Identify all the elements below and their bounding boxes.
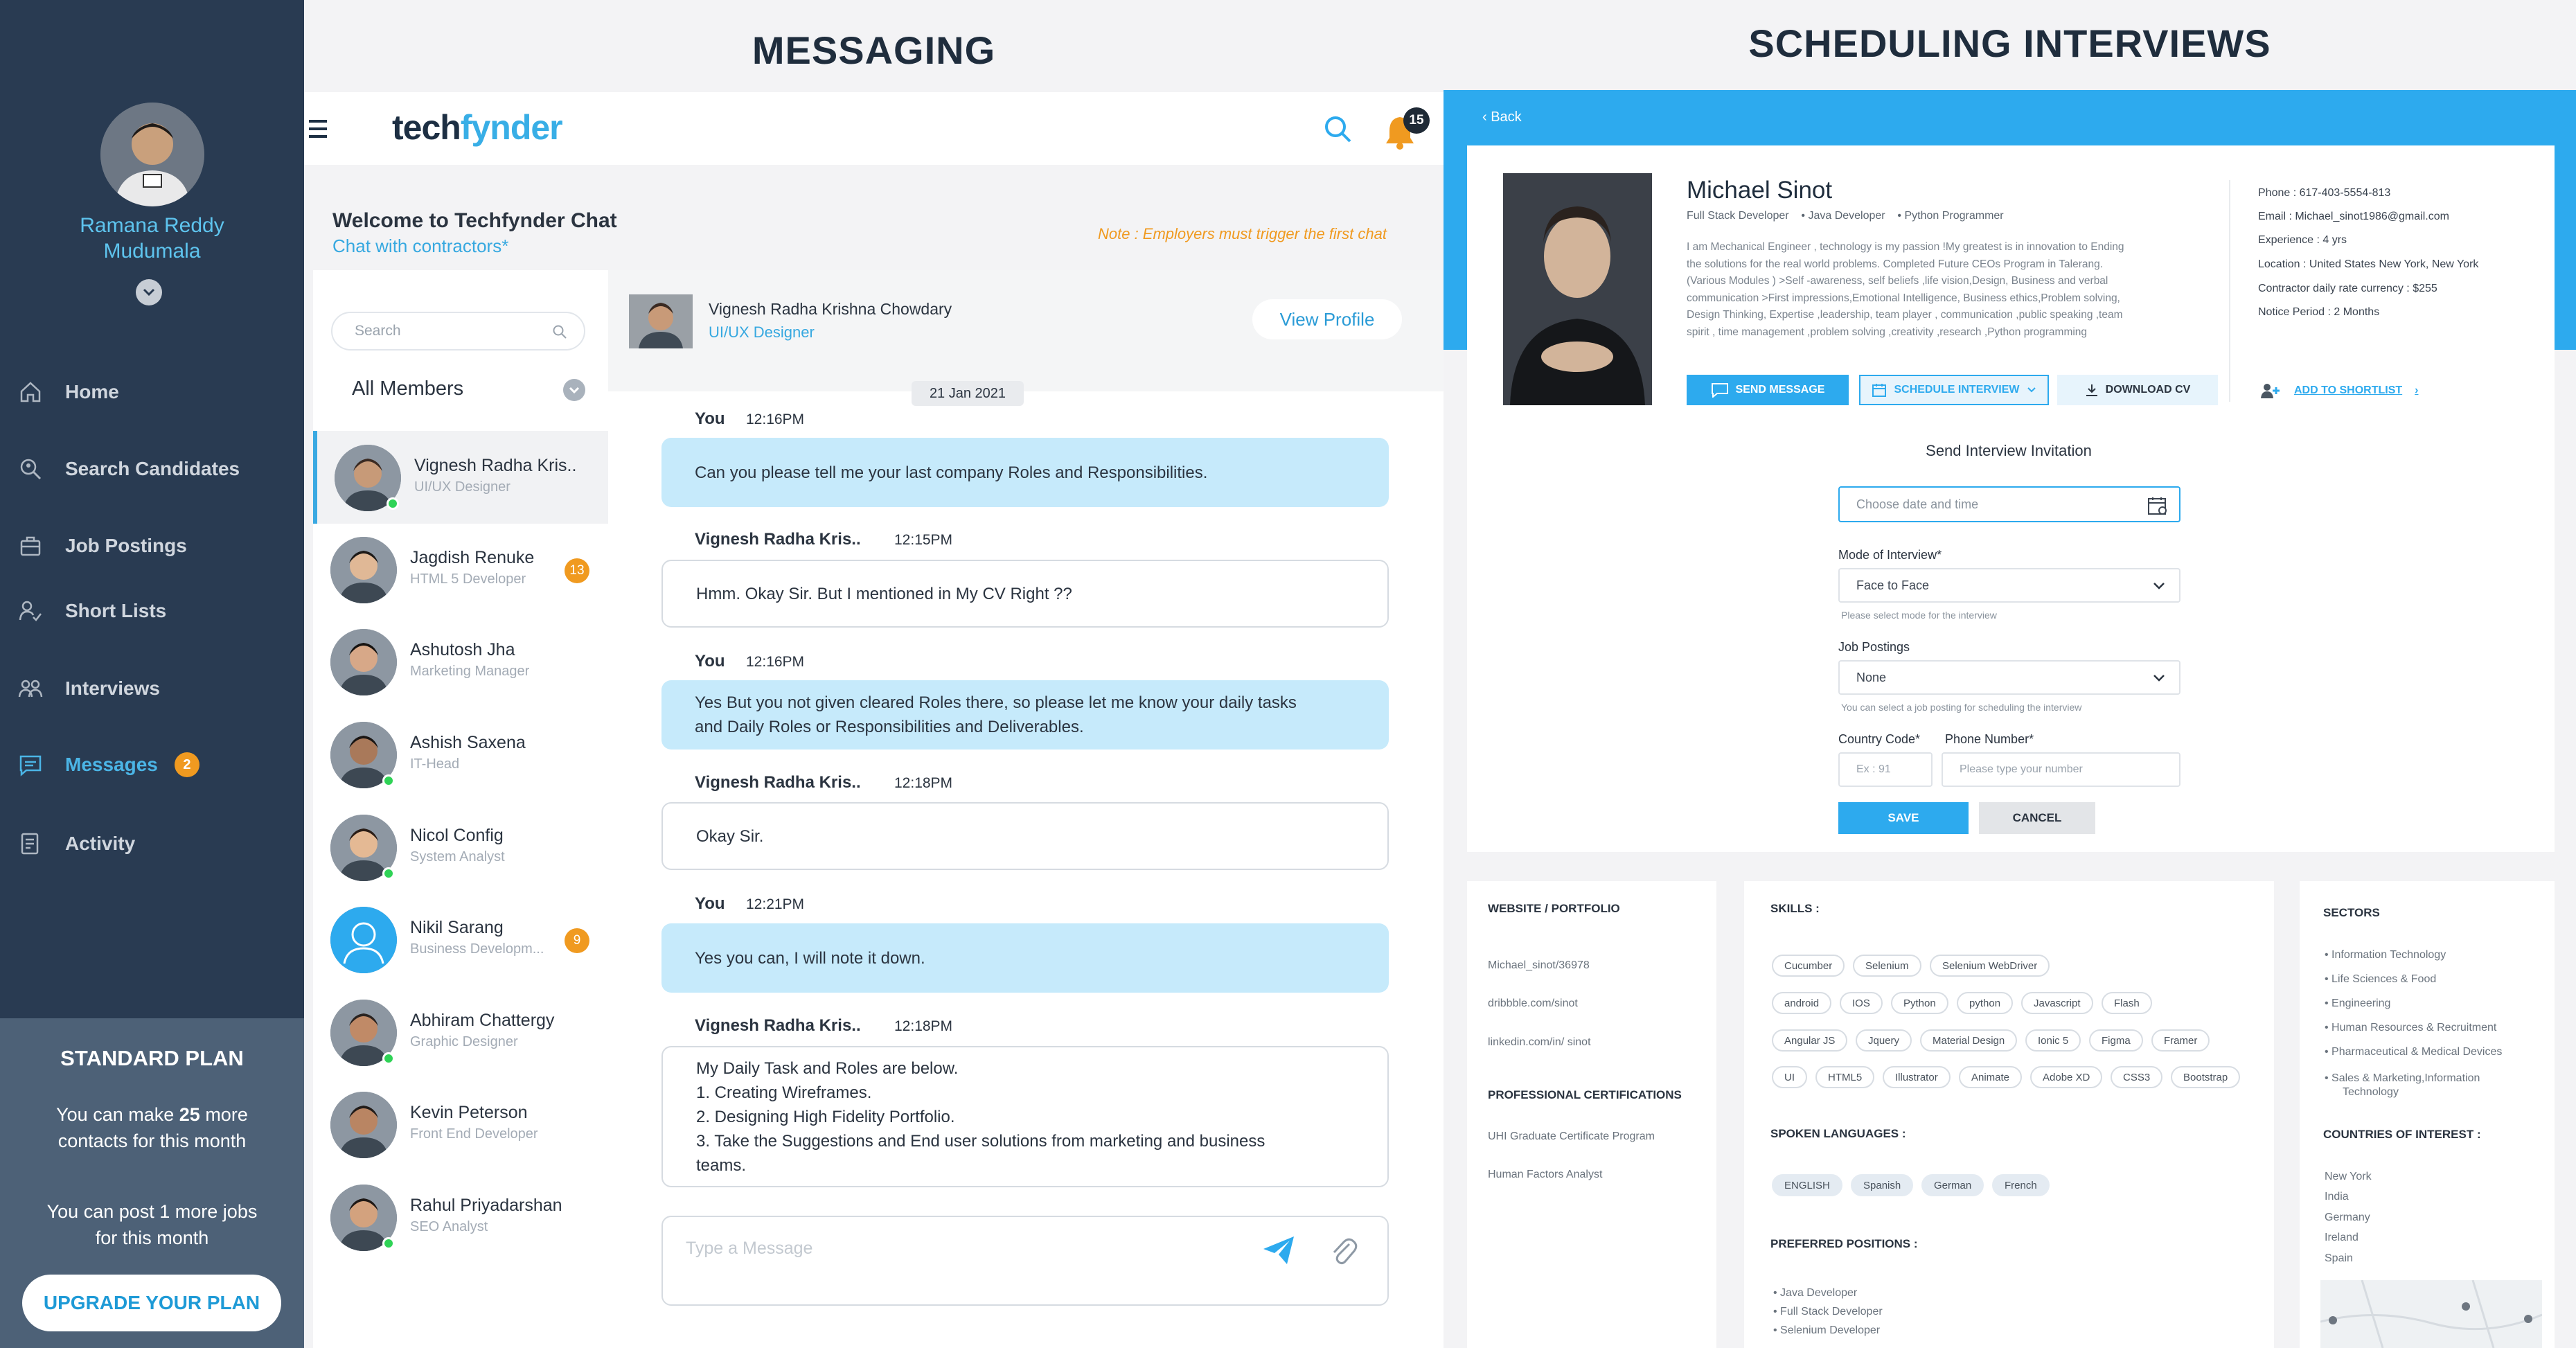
send-message-label: SEND MESSAGE xyxy=(1735,384,1825,396)
contact-role: System Analyst xyxy=(410,849,505,864)
plan-jobs-line2: for this month xyxy=(95,1227,209,1248)
contact-role: Business Developm... xyxy=(410,941,544,957)
skill-chip: Bootstrap xyxy=(2171,1066,2240,1088)
add-to-shortlist-link[interactable] xyxy=(2259,382,2418,400)
languages-title: SPOKEN LANGUAGES : xyxy=(1770,1127,1906,1140)
language-chip: Spanish xyxy=(1851,1174,1913,1196)
position-item: • Java Developer xyxy=(1773,1287,1858,1299)
plan-contacts-count: 25 xyxy=(179,1104,200,1125)
job-value: None xyxy=(1856,670,1887,684)
techfynder-logo[interactable] xyxy=(392,107,562,148)
job-postings-label: Job Postings xyxy=(1838,640,1910,654)
website-link[interactable]: Michael_sinot/36978 xyxy=(1488,959,1590,971)
user-name-line1: Ramana Reddy xyxy=(80,214,224,237)
sent-message-bubble xyxy=(661,680,1389,750)
phone-placeholder: Please type your number xyxy=(1960,763,2083,775)
skill-chip: Figma xyxy=(2089,1029,2143,1052)
active-contact-name: Vignesh Radha Krishna Chowdary xyxy=(709,300,952,318)
user-name-line2: Mudumala xyxy=(103,240,201,263)
chevron-down-icon xyxy=(569,387,580,393)
language-chip: ENGLISH xyxy=(1772,1174,1842,1196)
certification-item: Human Factors Analyst xyxy=(1488,1169,1603,1180)
website-link[interactable]: dribbble.com/sinot xyxy=(1488,997,1578,1009)
message-line: Yes you can, I will note it down. xyxy=(695,948,925,968)
tag: Full Stack Developer xyxy=(1687,210,1789,222)
country-item: Spain xyxy=(2325,1252,2353,1264)
sector-label: Pharmaceutical & Medical Devices xyxy=(2331,1046,2503,1058)
message-line: My Daily Task and Roles are below. xyxy=(696,1058,959,1078)
language-chip: French xyxy=(1992,1174,2050,1196)
user-name xyxy=(0,213,304,264)
skill-chip: HTML5 xyxy=(1815,1066,1874,1088)
contact-name: Ashutosh Jha xyxy=(410,640,515,659)
contact-name: Kevin Peterson xyxy=(410,1103,528,1122)
contact-name: Ashish Saxena xyxy=(410,733,526,752)
back-label: Back xyxy=(1491,109,1522,125)
sector-item: • Pharmaceutical & Medical Devices xyxy=(2325,1046,2503,1058)
attachment-icon[interactable] xyxy=(1330,1236,1358,1266)
contact-item[interactable] xyxy=(313,708,608,801)
contact-role: Graphic Designer xyxy=(410,1034,518,1049)
form-title: Send Interview Invitation xyxy=(1926,442,2092,459)
position-label: Full Stack Developer xyxy=(1780,1306,1883,1318)
nav-label: Activity xyxy=(65,833,136,854)
message-sender: Vignesh Radha Kris.. xyxy=(695,530,861,549)
certification-item: UHI Graduate Certificate Program xyxy=(1488,1130,1655,1142)
interviews-icon xyxy=(17,675,44,702)
country-item: New York xyxy=(2325,1171,2372,1182)
contact-name: Abhiram Chattergy xyxy=(410,1011,555,1030)
message-time: 12:16PM xyxy=(746,411,805,427)
search-placeholder: Search xyxy=(355,323,401,339)
countries-title: COUNTRIES OF INTEREST : xyxy=(2323,1128,2481,1141)
website-title: WEBSITE / PORTFOLIO xyxy=(1488,902,1620,915)
contact-avatar xyxy=(330,1092,397,1158)
message-time: 12:18PM xyxy=(894,1018,953,1034)
schedule-interview-label: SCHEDULE INTERVIEW xyxy=(1894,384,2020,396)
tag: Python Programmer xyxy=(1904,210,2004,222)
map-icon xyxy=(2320,1280,2542,1348)
candidate-phone: Phone : 617-403-5554-813 xyxy=(2258,187,2391,199)
map-thumbnail[interactable] xyxy=(2320,1280,2542,1348)
sector-item: • Human Resources & Recruitment xyxy=(2325,1022,2497,1034)
message-line: Okay Sir. xyxy=(696,826,764,846)
skill-chip: Jquery xyxy=(1856,1029,1912,1052)
contact-role: HTML 5 Developer xyxy=(410,571,526,587)
online-indicator xyxy=(382,774,395,787)
message-sender: You xyxy=(695,409,725,428)
sector-label: Information Technology xyxy=(2331,949,2446,961)
active-contact-avatar xyxy=(629,294,693,348)
user-avatar[interactable] xyxy=(100,103,204,206)
send-message-button[interactable] xyxy=(1687,375,1849,405)
logo-part2: fynder xyxy=(460,108,562,147)
message-sender: Vignesh Radha Kris.. xyxy=(695,773,861,792)
divider xyxy=(2229,180,2230,402)
received-message-bubble xyxy=(661,560,1389,628)
plan-contacts-pre: You can make xyxy=(56,1104,179,1125)
skill-chip: CSS3 xyxy=(2111,1066,2162,1088)
date-placeholder: Choose date and time xyxy=(1856,497,1979,511)
calendar-icon xyxy=(2147,496,2168,515)
message-sender: Vignesh Radha Kris.. xyxy=(695,1016,861,1035)
country-item: Germany xyxy=(2325,1212,2370,1223)
skill-chip: python xyxy=(1957,992,2013,1014)
chevron-right-icon: › xyxy=(2415,384,2419,396)
candidate-rate: Contractor daily rate currency : $255 xyxy=(2258,283,2437,294)
received-message-bubble xyxy=(661,802,1389,870)
sent-message-bubble xyxy=(661,923,1389,993)
skills-title: SKILLS : xyxy=(1770,902,1820,915)
contact-item[interactable] xyxy=(313,986,608,1079)
phone-number-input[interactable] xyxy=(1942,752,2180,787)
message-time: 12:15PM xyxy=(894,532,953,548)
contact-avatar xyxy=(330,537,397,603)
contact-item[interactable] xyxy=(313,523,608,616)
save-button[interactable]: SAVE xyxy=(1838,802,1969,834)
download-icon xyxy=(2085,383,2099,397)
nav-label: Messages xyxy=(65,754,158,775)
contact-role: Marketing Manager xyxy=(410,664,530,679)
job-postings-hint: You can select a job posting for scheduling the interview xyxy=(1841,702,2082,713)
position-item: • Selenium Developer xyxy=(1773,1324,1881,1336)
plan-contacts-line2: contacts for this month xyxy=(57,1130,247,1151)
chevron-down-icon xyxy=(2153,582,2165,590)
profile-menu-toggle[interactable] xyxy=(136,279,162,305)
nav-label: Job Postings xyxy=(65,535,187,556)
contact-role: Front End Developer xyxy=(410,1126,538,1142)
plan-title: STANDARD PLAN xyxy=(60,1046,244,1070)
sector-item: • Life Sciences & Food xyxy=(2325,973,2437,985)
contact-role: IT-Head xyxy=(410,756,460,772)
nav-home[interactable] xyxy=(17,371,294,413)
online-indicator xyxy=(382,1237,395,1250)
nav-label: Home xyxy=(65,381,119,402)
date-separator: 21 Jan 2021 xyxy=(912,381,1024,406)
contact-item[interactable] xyxy=(313,615,608,708)
website-link[interactable]: linkedin.com/in/ sinot xyxy=(1488,1036,1591,1048)
hamburger-menu-icon[interactable] xyxy=(308,118,328,140)
online-indicator xyxy=(382,867,395,880)
message-time: 12:21PM xyxy=(746,896,805,912)
description-line: Design Thinking, Expertise ,leadership, team player , communication ,public speaking ,team xyxy=(1687,309,2123,321)
nav-label: Short Lists xyxy=(65,600,167,621)
language-chip: German xyxy=(1921,1174,1984,1196)
search-user-icon xyxy=(17,455,44,483)
contact-name: Jagdish Renuke xyxy=(410,548,535,567)
message-line: 3. Take the Suggestions and End user solutions from marketing and business xyxy=(696,1131,1265,1151)
plan-jobs-line1: You can post 1 more jobs xyxy=(46,1201,258,1222)
contact-role: UI/UX Designer xyxy=(414,479,510,495)
position-label: Selenium Developer xyxy=(1780,1324,1881,1336)
messaging-title: MESSAGING xyxy=(752,28,996,72)
contact-item[interactable] xyxy=(313,893,608,986)
country-item: Ireland xyxy=(2325,1232,2359,1243)
activity-icon xyxy=(17,830,44,858)
online-indicator xyxy=(382,1052,395,1065)
filter-dropdown-toggle[interactable] xyxy=(563,379,585,401)
upgrade-plan-button[interactable]: UPGRADE YOUR PLAN xyxy=(22,1275,281,1331)
download-cv-label: DOWNLOAD CV xyxy=(2105,384,2191,396)
phone-number-label: Phone Number* xyxy=(1945,732,2034,746)
contact-name: Nikil Sarang xyxy=(410,918,504,937)
skill-chip: Selenium xyxy=(1853,955,1921,977)
skill-chip: Javascript xyxy=(2021,992,2093,1014)
certifications-title: PROFESSIONAL CERTIFICATIONS xyxy=(1488,1088,1682,1101)
nav-messages[interactable] xyxy=(17,744,294,786)
nav-label: Search Candidates xyxy=(65,458,240,479)
send-icon[interactable] xyxy=(1262,1235,1295,1266)
message-line: Hmm. Okay Sir. But I mentioned in My CV Right ?? xyxy=(696,584,1072,603)
description-line: (Various Modules ) >Self -awareness, self beliefs ,life vision,Design, Business and verbal xyxy=(1687,275,2108,287)
description-line: the solutions for the real world problems. Completed Future CEOs Program in Talerang. xyxy=(1687,258,2104,270)
view-profile-button[interactable]: View Profile xyxy=(1252,299,1402,339)
message-line: Can you please tell me your last company Roles and Responsibilities. xyxy=(695,463,1208,482)
date-time-input[interactable] xyxy=(1838,486,2180,522)
positions-title: PREFERRED POSITIONS : xyxy=(1770,1237,1918,1250)
active-contact-role: UI/UX Designer xyxy=(709,323,815,341)
chevron-down-icon xyxy=(2027,387,2036,393)
unread-badge: 9 xyxy=(565,928,589,953)
messages-badge: 2 xyxy=(175,752,199,777)
skill-chip: android xyxy=(1772,992,1831,1014)
contact-name: Rahul Priyadarshan xyxy=(410,1196,562,1215)
message-input-placeholder: Type a Message xyxy=(686,1239,813,1258)
contact-role: SEO Analyst xyxy=(410,1219,488,1234)
chevron-down-icon xyxy=(2153,674,2165,682)
received-message-bubble xyxy=(661,1046,1389,1187)
briefcase-icon xyxy=(17,532,44,560)
website-card xyxy=(1467,881,1716,1348)
download-cv-button[interactable] xyxy=(2057,375,2218,405)
logo-part1: tech xyxy=(392,108,461,147)
sector-item: • Information Technology xyxy=(2325,949,2446,961)
candidate-notice: Notice Period : 2 Months xyxy=(2258,306,2380,318)
nav-interviews[interactable] xyxy=(17,668,294,709)
candidate-description xyxy=(1687,239,2158,341)
skill-chip: Cucumber xyxy=(1772,955,1845,977)
skill-chip: Animate xyxy=(1959,1066,2022,1088)
country-code-input[interactable] xyxy=(1838,752,1933,787)
message-icon xyxy=(1711,382,1729,398)
skill-chip: Material Design xyxy=(1920,1029,2017,1052)
position-label: Java Developer xyxy=(1780,1287,1858,1299)
job-postings-select[interactable] xyxy=(1838,660,2180,695)
contact-search-input[interactable] xyxy=(331,312,585,351)
add-user-icon xyxy=(2259,382,2282,400)
mode-value: Face to Face xyxy=(1856,578,1930,592)
skill-chip: Illustrator xyxy=(1883,1066,1951,1088)
plan-contacts-post: more xyxy=(199,1104,248,1125)
chat-note: Note : Employers must trigger the first chat xyxy=(1098,225,1387,242)
sector-label: Engineering xyxy=(2331,997,2391,1009)
sector-item: • Engineering xyxy=(2325,997,2391,1009)
sector-item-cont: Technology xyxy=(2343,1086,2399,1098)
contact-avatar xyxy=(330,907,397,973)
sectors-title: SECTORS xyxy=(2323,906,2380,919)
mode-select[interactable] xyxy=(1838,568,2180,603)
contact-avatar xyxy=(330,629,397,695)
message-line: Yes But you not given cleared Roles there, so please let me know your daily tasks xyxy=(695,693,1297,712)
chat-subtitle: Chat with contractors* xyxy=(332,236,509,256)
skill-chip: UI xyxy=(1772,1066,1807,1088)
scheduling-title: SCHEDULING INTERVIEWS xyxy=(1748,21,2271,65)
skill-chip: Python xyxy=(1891,992,1948,1014)
cancel-button[interactable]: CANCEL xyxy=(1979,802,2095,834)
plan-contacts-text xyxy=(21,1101,283,1154)
candidate-location: Location : United States New York, New York xyxy=(2258,258,2479,270)
message-icon xyxy=(17,751,44,779)
search-icon xyxy=(552,324,567,339)
nav-search-candidates[interactable] xyxy=(17,448,294,490)
unread-badge: 13 xyxy=(565,558,589,583)
nav-activity[interactable] xyxy=(17,823,294,864)
position-item: • Full Stack Developer xyxy=(1773,1306,1883,1318)
skill-chip: Adobe XD xyxy=(2030,1066,2102,1088)
country-item: India xyxy=(2325,1191,2349,1203)
skill-chip: Selenium WebDriver xyxy=(1930,955,2050,977)
contact-name: Nicol Config xyxy=(410,826,504,845)
description-line: spirit , time management ,problem solving ,creativity ,research ,Python programming xyxy=(1687,326,2088,338)
skill-chip: Framer xyxy=(2151,1029,2210,1052)
description-line: communication >First impressions,Emotional Intelligence, Business ethics,Problem solving, xyxy=(1687,292,2120,304)
online-indicator xyxy=(387,497,399,510)
tag: Java Developer xyxy=(1808,210,1885,222)
candidate-email: Email : Michael_sinot1986@gmail.com xyxy=(2258,211,2449,222)
skills-card xyxy=(1744,881,2274,1348)
mode-label: Mode of Interview* xyxy=(1838,548,1942,562)
sector-item: • Sales & Marketing,Information xyxy=(2325,1072,2480,1084)
sent-message-bubble xyxy=(661,438,1389,507)
message-line: and Daily Roles or Responsibilities and Deliverables. xyxy=(695,718,1084,736)
chat-welcome: Welcome to Techfynder Chat xyxy=(332,209,617,232)
message-sender: You xyxy=(695,894,725,913)
country-placeholder: Ex : 91 xyxy=(1856,763,1891,775)
sector-label: Human Resources & Recruitment xyxy=(2331,1022,2497,1034)
candidate-photo xyxy=(1503,173,1652,405)
skill-chip: Flash xyxy=(2102,992,2152,1014)
message-time: 12:18PM xyxy=(894,775,953,791)
mode-hint: Please select mode for the interview xyxy=(1841,610,1997,621)
message-line: 1. Creating Wireframes. xyxy=(696,1083,872,1102)
message-sender: You xyxy=(695,652,725,671)
calendar-icon xyxy=(1872,382,1887,398)
country-code-label: Country Code* xyxy=(1838,732,1921,746)
members-filter[interactable]: All Members xyxy=(352,378,464,400)
nav-short-lists[interactable] xyxy=(17,590,294,632)
sector-label: Sales & Marketing,Information xyxy=(2331,1072,2480,1084)
skill-chip: Angular JS xyxy=(1772,1029,1847,1052)
message-line: 2. Designing High Fidelity Portfolio. xyxy=(696,1107,955,1126)
shortlist-icon xyxy=(17,597,44,625)
schedule-interview-button[interactable] xyxy=(1859,375,2049,405)
contact-item[interactable] xyxy=(313,1078,608,1171)
contact-name: Vignesh Radha Kris.. xyxy=(414,456,577,475)
message-time: 12:16PM xyxy=(746,654,805,670)
back-link[interactable]: ‹ Back xyxy=(1482,109,1522,125)
nav-label: Interviews xyxy=(65,677,160,699)
candidate-tags: Full Stack Developer • Java Developer • Python Programmer xyxy=(1687,210,2004,222)
contact-item[interactable] xyxy=(313,431,608,524)
plan-jobs-text xyxy=(21,1198,283,1251)
sector-label: Life Sciences & Food xyxy=(2331,973,2437,985)
home-icon xyxy=(17,378,44,406)
message-line: teams. xyxy=(696,1155,747,1175)
candidate-experience: Experience : 4 yrs xyxy=(2258,234,2347,246)
contact-item[interactable] xyxy=(313,801,608,894)
description-line: I am Mechanical Engineer , technology is my passion !My greatest is in innovation to Ending xyxy=(1687,241,2124,253)
notification-badge: 15 xyxy=(1403,107,1430,134)
chevron-down-icon xyxy=(143,288,155,296)
contact-item[interactable] xyxy=(313,1171,608,1263)
search-icon[interactable] xyxy=(1323,114,1352,143)
skill-chip: IOS xyxy=(1840,992,1883,1014)
nav-job-postings[interactable] xyxy=(17,525,294,567)
add-shortlist-label: ADD TO SHORTLIST xyxy=(2294,384,2403,396)
candidate-name: Michael Sinot xyxy=(1687,177,1833,204)
skill-chip: Ionic 5 xyxy=(2025,1029,2081,1052)
